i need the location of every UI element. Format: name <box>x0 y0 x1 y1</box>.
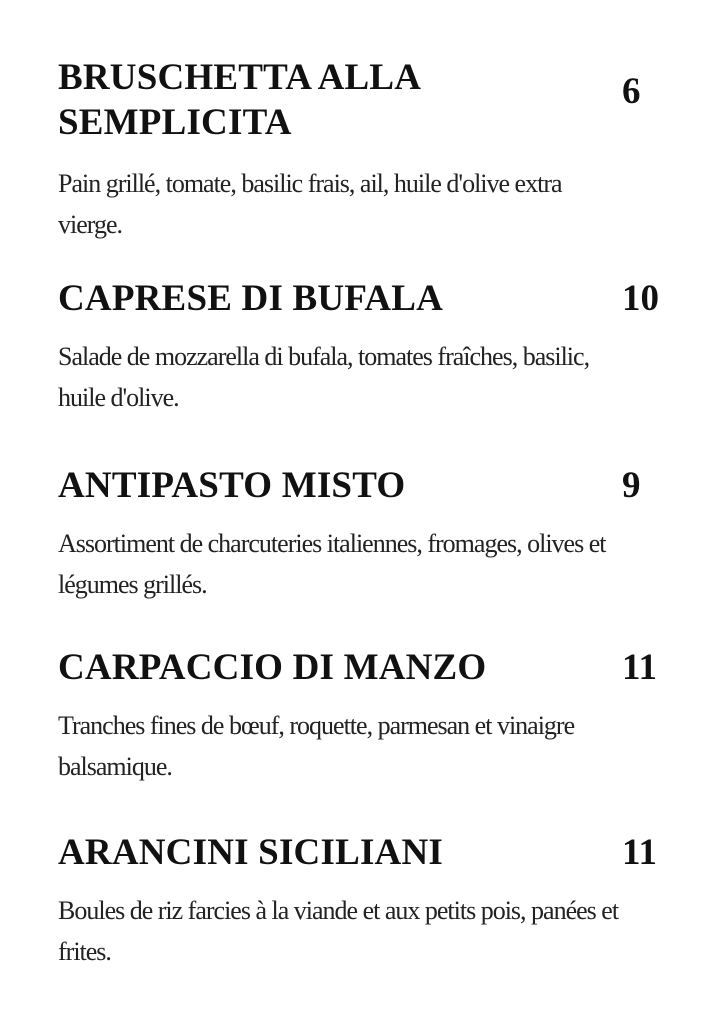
item-description: Assortiment de charcuteries italiennes, fromages, olives et légumes grillés. <box>58 529 606 599</box>
item-name: ARANCINI SICILIANI <box>58 832 443 873</box>
item-price: 6 <box>622 71 641 112</box>
item-description: Salade de mozzarella di bufala, tomates fraîches, basilic, huile d'olive. <box>58 342 590 412</box>
item-price: 10 <box>622 278 659 319</box>
item-name: CARPACCIO DI MANZO <box>58 647 487 688</box>
item-name: CAPRESE DI BUFALA <box>58 278 444 319</box>
item-description: Pain grillé, tomate, basilic frais, ail, huile d'olive extra vierge. <box>58 169 562 239</box>
item-price: 11 <box>622 832 657 873</box>
item-name: BRUSCHETTA ALLA SEMPLICITA <box>58 57 420 143</box>
item-name: ANTIPASTO MISTO <box>58 465 406 506</box>
item-price: 9 <box>622 465 641 506</box>
item-description: Boules de riz farcies à la viande et aux petits pois, panées et frites. <box>58 896 619 966</box>
item-price: 11 <box>622 647 657 688</box>
item-description: Tranches fines de bœuf, roquette, parmesan et vinaigre balsamique. <box>58 711 575 781</box>
